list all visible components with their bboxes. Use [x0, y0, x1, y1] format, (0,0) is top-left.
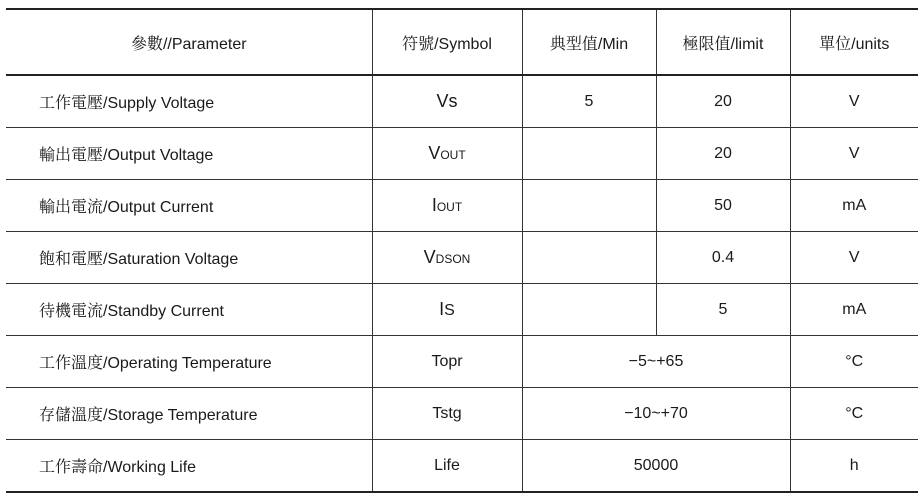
- unit-cell: V: [790, 232, 918, 284]
- unit-cell: mA: [790, 284, 918, 336]
- symbol-cell: [372, 75, 522, 128]
- min-cell: [522, 284, 656, 336]
- range-cell: 50000: [522, 440, 790, 493]
- symbol-sub: OUT: [436, 200, 463, 214]
- table-row: [6, 75, 918, 128]
- symbol-main: V: [423, 247, 436, 267]
- table-row: [6, 180, 918, 232]
- table-row: [6, 388, 918, 440]
- header-limit: 極限值/limit: [656, 9, 790, 75]
- param-cell: 存儲溫度/Storage Temperature: [6, 388, 372, 440]
- symbol-sub: DSON: [435, 252, 471, 266]
- param-cell: 飽和電壓/Saturation Voltage: [6, 232, 372, 284]
- spec-table: [6, 8, 918, 493]
- min-cell: 5: [522, 75, 656, 128]
- symbol-sub: OUT: [440, 148, 466, 162]
- param-cell: 輸出電流/Output Current: [6, 180, 372, 232]
- limit-cell: 0.4: [656, 232, 790, 284]
- header-symbol: 符號/Symbol: [372, 9, 522, 75]
- symbol-main: I: [439, 299, 445, 319]
- symbol-main: Vs: [436, 91, 458, 111]
- min-cell: [522, 128, 656, 180]
- symbol-cell: [372, 128, 522, 180]
- min-cell: [522, 180, 656, 232]
- limit-cell: 20: [656, 128, 790, 180]
- unit-cell: °C: [790, 336, 918, 388]
- table-row: [6, 128, 918, 180]
- param-cell: 工作電壓/Supply Voltage: [6, 75, 372, 128]
- symbol-cell: Tstg: [372, 388, 522, 440]
- table-row: [6, 440, 918, 493]
- unit-cell: V: [790, 75, 918, 128]
- unit-cell: °C: [790, 388, 918, 440]
- param-cell: 工作壽命/Working Life: [6, 440, 372, 493]
- table-row: [6, 232, 918, 284]
- symbol-main: V: [428, 143, 441, 163]
- range-cell: −5~+65: [522, 336, 790, 388]
- limit-cell: 20: [656, 75, 790, 128]
- symbol-main: I: [431, 195, 437, 215]
- symbol-cell: [372, 180, 522, 232]
- table-row: [6, 284, 918, 336]
- min-cell: [522, 232, 656, 284]
- header-row: [6, 9, 918, 75]
- unit-cell: V: [790, 128, 918, 180]
- table-row: [6, 336, 918, 388]
- range-cell: −10~+70: [522, 388, 790, 440]
- unit-cell: h: [790, 440, 918, 493]
- symbol-cell: [372, 232, 522, 284]
- param-cell: 工作溫度/Operating Temperature: [6, 336, 372, 388]
- header-min: 典型值/Min: [522, 9, 656, 75]
- param-cell: 輸出電壓/Output Voltage: [6, 128, 372, 180]
- symbol-sub: S: [444, 302, 455, 319]
- header-parameter: 參數//Parameter: [6, 9, 372, 75]
- symbol-cell: Life: [372, 440, 522, 493]
- param-cell: 待機電流/Standby Current: [6, 284, 372, 336]
- symbol-cell: [372, 284, 522, 336]
- unit-cell: mA: [790, 180, 918, 232]
- symbol-cell: Topr: [372, 336, 522, 388]
- header-units: 單位/units: [790, 9, 918, 75]
- limit-cell: 50: [656, 180, 790, 232]
- limit-cell: 5: [656, 284, 790, 336]
